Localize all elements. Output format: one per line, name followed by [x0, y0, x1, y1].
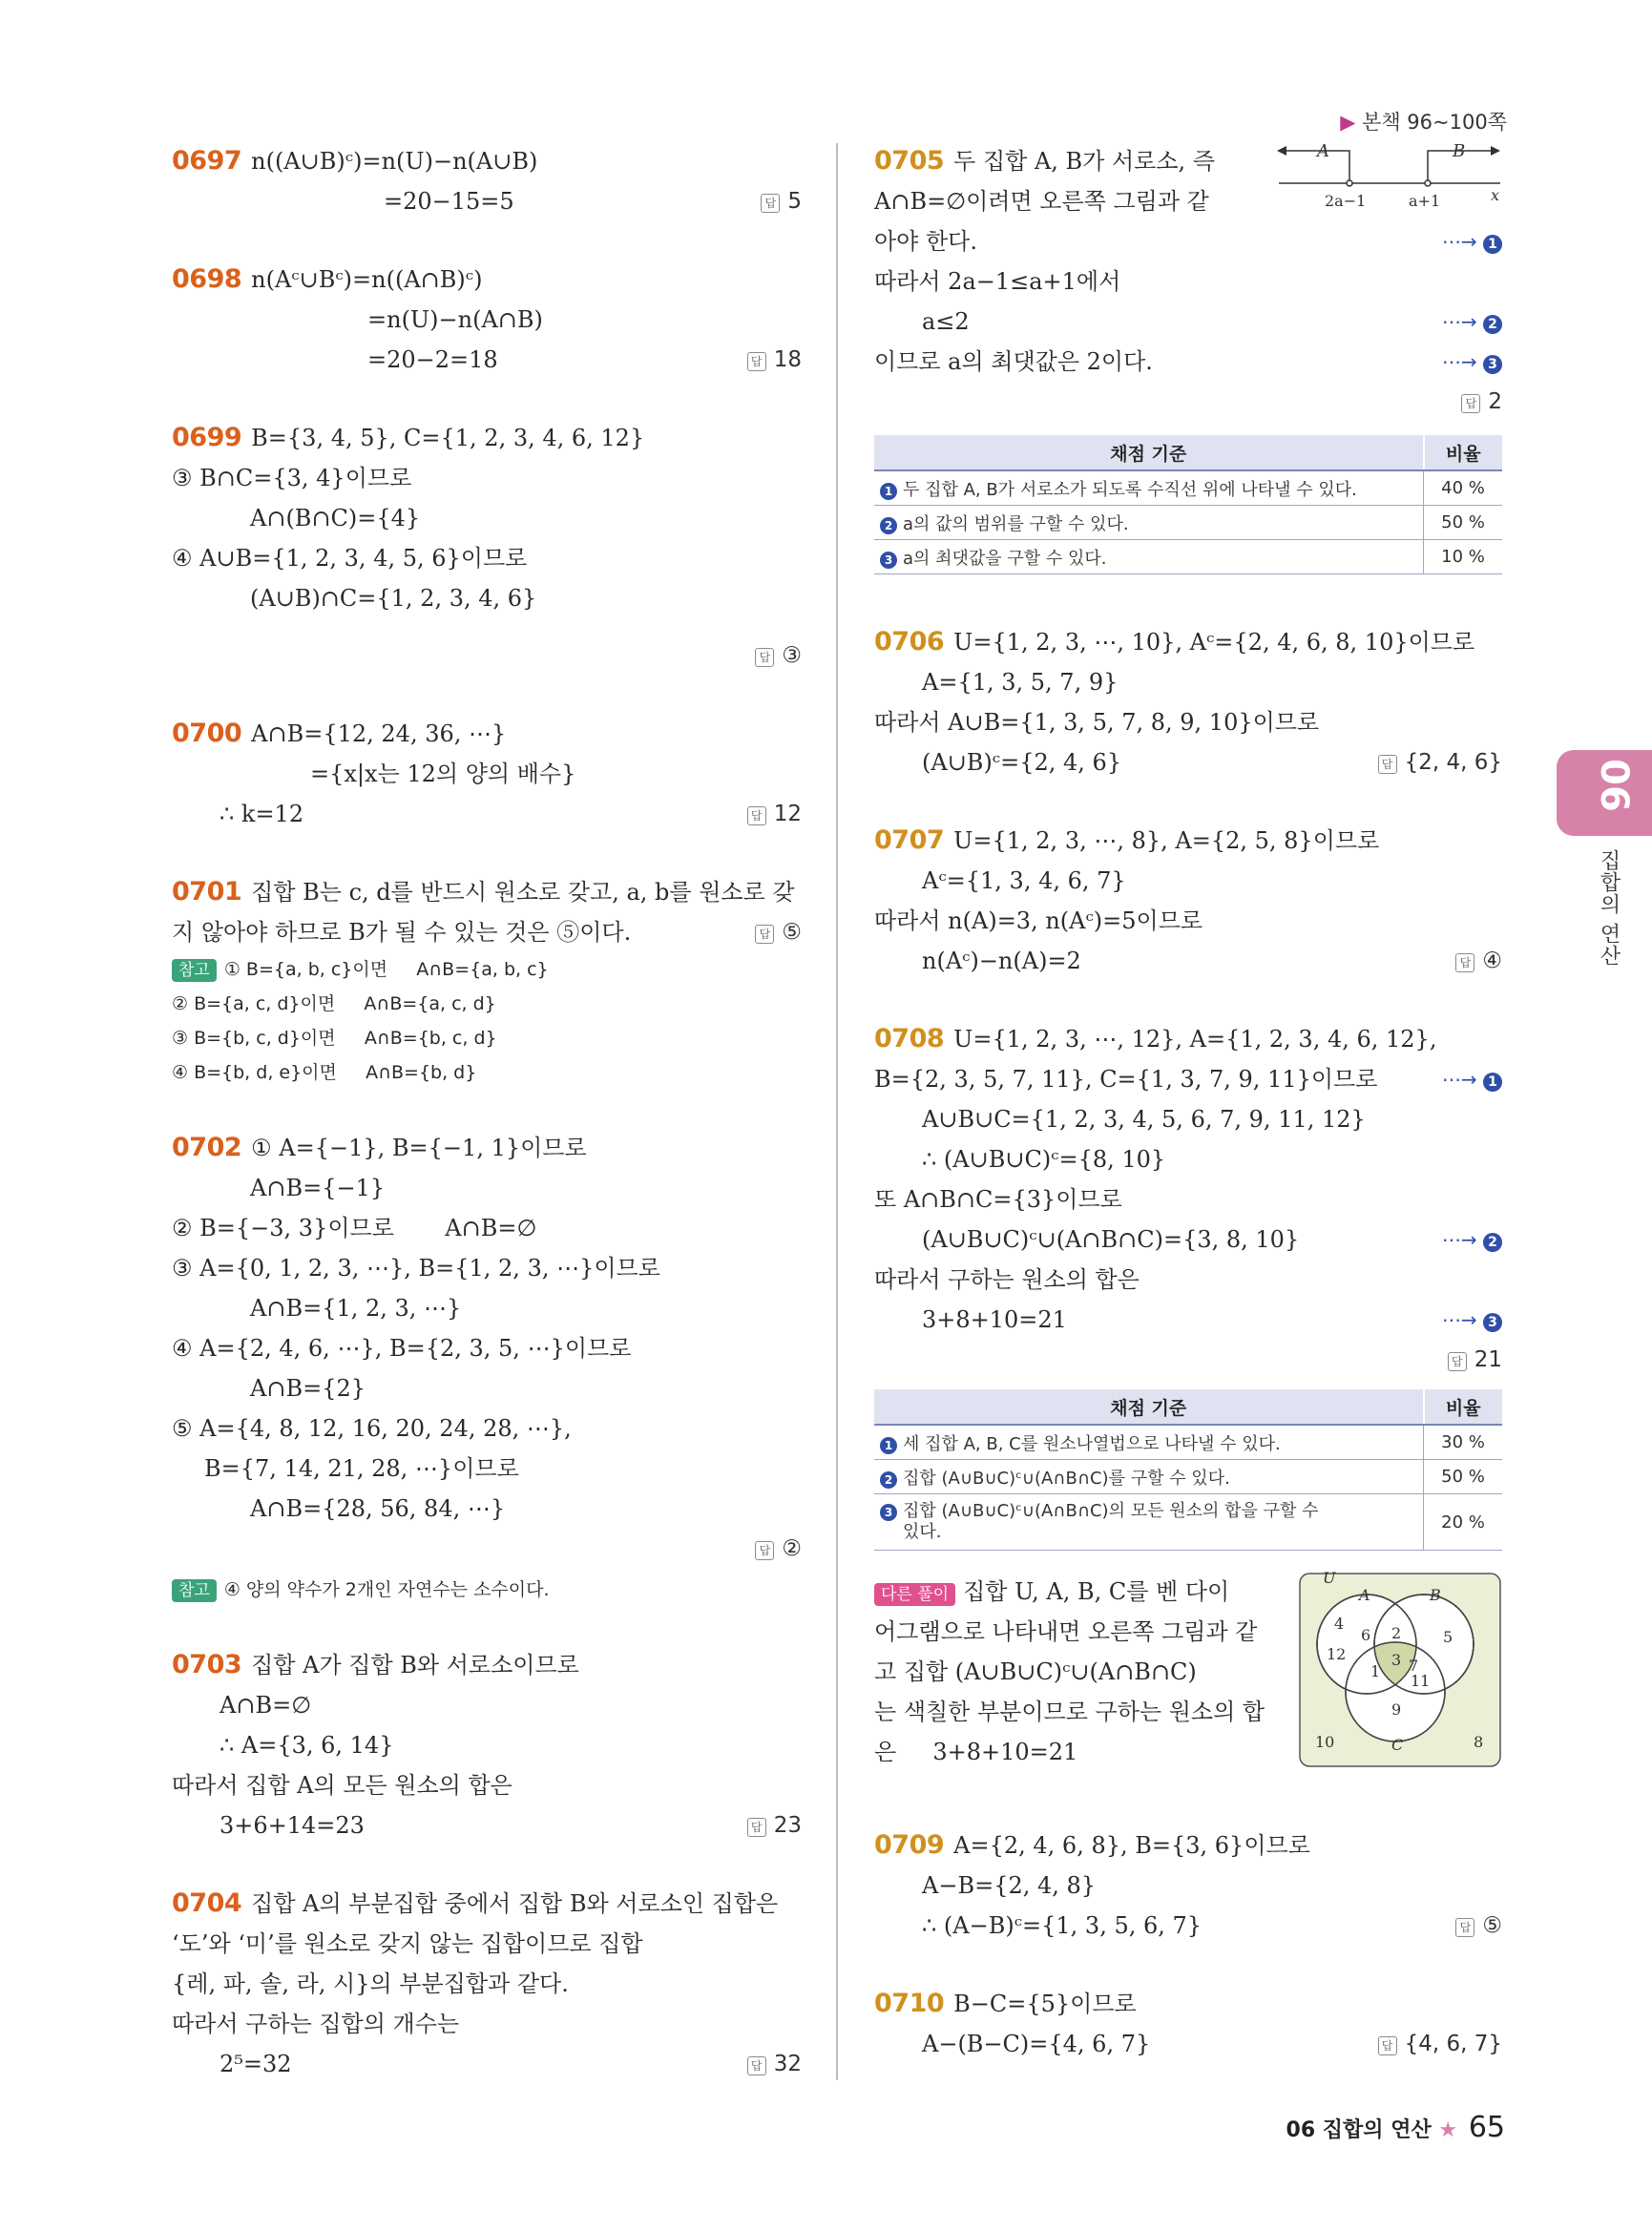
solution-line: B={2, 3, 5, 7, 11}, C={1, 3, 7, 9, 11}이므로	[874, 1066, 1378, 1093]
solution-line: B−C={5}이므로	[953, 1991, 1137, 2017]
answer-icon: 답	[1378, 755, 1397, 774]
solution-line: 은 3+8+10=21	[874, 1739, 1078, 1765]
note-line: ③ B={b, c, d}이면 A∩B={b, c, d}	[172, 1028, 497, 1049]
answer-icon: 답	[1455, 953, 1474, 972]
solution-line: (A∪B)ᶜ={2, 4, 6}	[922, 749, 1122, 776]
answer-icon: 답	[1378, 2036, 1397, 2055]
solution-line: ② B={−3, 3}이므로 A∩B=∅	[172, 1215, 537, 1241]
problem-0709	[874, 1825, 1502, 1946]
problem-0699	[172, 418, 802, 676]
answer: 답 {2, 4, 6}	[1378, 742, 1502, 782]
axis-label: x	[1491, 186, 1500, 204]
solution-line: ∴ k=12	[220, 801, 304, 827]
solution-line: 지 않아야 하므로 B가 될 수 있는 것은 ⑤이다.	[172, 919, 632, 946]
criteria-row: 2 a의 값의 범위를 구할 수 있다. 50 %	[874, 506, 1502, 540]
solution-line: ⑤ A={4, 8, 12, 16, 20, 24, 28, ⋯},	[172, 1415, 572, 1442]
solution-line: 아야 한다.	[874, 228, 977, 255]
step-marker: ⋯→ 3	[1442, 342, 1502, 382]
column-divider	[836, 143, 838, 2080]
set-b-label: B	[1453, 141, 1466, 161]
criteria-row: 2 집합 (A∪B∪C)ᶜ∪(A∩B∩C)를 구할 수 있다. 50 %	[874, 1460, 1502, 1494]
solution-line: 는 색칠한 부분이므로 구하는 원소의 합	[874, 1699, 1265, 1725]
solution-line: n(Aᶜ∪Bᶜ)=n((A∩B)ᶜ)	[251, 266, 483, 293]
page-reference	[1340, 107, 1507, 136]
problem-number: 0702	[172, 1133, 242, 1162]
solution-line: 따라서 2a−1≤a+1에서	[874, 268, 1121, 295]
note-line: ② B={a, c, d}이면 A∩B={a, c, d}	[172, 993, 496, 1014]
solution-line: 따라서 n(A)=3, n(Aᶜ)=5이므로	[874, 907, 1203, 934]
set-a-label: A	[1317, 141, 1329, 161]
problem-number: 0704	[172, 1888, 242, 1918]
criteria-row: 1 두 집합 A, B가 서로소가 되도록 수직선 위에 나타낼 수 있다. 40 %	[874, 470, 1502, 506]
solution-line: ③ B∩C={3, 4}이므로	[172, 465, 412, 491]
note-tag: 참고	[172, 1579, 217, 1602]
solution-line: 따라서 구하는 원소의 합은	[874, 1266, 1140, 1293]
reference-text: 본책 96~100쪽	[1362, 111, 1507, 134]
answer: 답 ②	[755, 1529, 802, 1569]
solution-line: ③ A={0, 1, 2, 3, ⋯}, B={1, 2, 3, ⋯}이므로	[172, 1255, 660, 1282]
problem-number: 0706	[874, 627, 945, 657]
solution-line: A∩B={−1}	[250, 1175, 386, 1201]
solution-line: 집합 A의 부분집합 중에서 집합 B와 서로소인 집합은	[251, 1890, 779, 1917]
problem-number: 0703	[172, 1650, 242, 1679]
solution-line: n((A∪B)ᶜ)=n(U)−n(A∪B)	[251, 148, 538, 175]
note-line: ④ 양의 약수가 2개인 자연수는 소수이다.	[223, 1579, 550, 1600]
solution-line: U={1, 2, 3, ⋯, 10}, Aᶜ={2, 4, 6, 8, 10}이므로	[953, 629, 1475, 656]
answer: 답 ③	[755, 636, 802, 676]
solution-line: {레, 파, 솔, 라, 시}의 부분집합과 같다.	[172, 1970, 569, 1997]
answer: 답 18	[747, 340, 802, 380]
solution-line: 또 A∩B∩C={3}이므로	[874, 1186, 1122, 1213]
venn-label-u: U	[1323, 1572, 1336, 1587]
venn-value: 5	[1443, 1628, 1453, 1646]
solution-line: 3+8+10=21	[922, 1306, 1067, 1333]
solution-line: (A∪B∪C)ᶜ∪(A∩B∩C)={3, 8, 10}	[922, 1226, 1300, 1253]
criteria-row: 1 세 집합 A, B, C를 원소나열법으로 나타낼 수 있다. 30 %	[874, 1425, 1502, 1460]
answer-icon: 답	[1448, 1352, 1467, 1371]
solution-line: 따라서 구하는 집합의 개수는	[172, 2011, 460, 2037]
answer-icon: 답	[755, 1541, 774, 1560]
criteria-header: 채점 기준	[874, 435, 1424, 470]
venn-value: 8	[1474, 1733, 1484, 1751]
solution-line: B={3, 4, 5}, C={1, 2, 3, 4, 6, 12}	[251, 425, 645, 451]
page-number: 65	[1468, 2111, 1505, 2144]
criteria-row: 3 a의 최댓값을 구할 수 있다. 10 %	[874, 540, 1502, 574]
solution-line: U={1, 2, 3, ⋯, 12}, A={1, 2, 3, 4, 6, 12},	[953, 1026, 1437, 1053]
solution-line: U={1, 2, 3, ⋯, 8}, A={2, 5, 8}이므로	[953, 827, 1380, 854]
solution-line: A∩B={2}	[250, 1375, 366, 1402]
solution-line: A={1, 3, 5, 7, 9}	[922, 669, 1119, 696]
problem-0708	[874, 1019, 1502, 1380]
ratio-header: 비율	[1424, 435, 1503, 470]
solution-line: ‘도’와 ‘미’를 원소로 갖지 않는 집합이므로 집합	[172, 1930, 643, 1957]
solution-line: A∩B={12, 24, 36, ⋯}	[251, 720, 507, 747]
step-marker: ⋯→ 3	[1442, 1300, 1502, 1340]
solution-line: (A∪B)∩C={1, 2, 3, 4, 6}	[250, 585, 537, 612]
problem-0710	[874, 1984, 1502, 2064]
problem-0701	[172, 872, 802, 1090]
venn-label-b: B	[1430, 1586, 1441, 1604]
grading-criteria-table	[874, 1389, 1502, 1551]
note-tag: 참고	[172, 959, 217, 982]
solution-line: =20−2=18	[367, 346, 498, 373]
answer: 답 ④	[1455, 941, 1502, 981]
solution-line: A−(B−C)={4, 6, 7}	[922, 2031, 1151, 2057]
answer: 답 5	[761, 181, 802, 221]
problem-number: 0699	[172, 423, 242, 452]
problem-0702	[172, 1128, 802, 1607]
solution-line: 따라서 A∪B={1, 3, 5, 7, 8, 9, 10}이므로	[874, 709, 1320, 736]
answer: 답 ⑤	[755, 912, 802, 952]
problem-number: 0705	[874, 146, 945, 176]
answer-icon: 답	[761, 194, 780, 213]
solution-line: 어그램으로 나타내면 오른쪽 그림과 같	[874, 1618, 1258, 1645]
ratio-header: 비율	[1424, 1389, 1503, 1425]
solution-line: 이므로 a의 최댓값은 2이다.	[874, 348, 1153, 375]
alt-solution-tag: 다른 풀이	[874, 1583, 955, 1606]
answer: 답 12	[747, 794, 802, 834]
venn-value: 11	[1411, 1672, 1431, 1690]
answer-icon: 답	[755, 925, 774, 944]
answer: 답 32	[747, 2044, 802, 2084]
problem-0704	[172, 1884, 802, 2084]
problem-0705	[874, 141, 1502, 422]
solution-line: ④ A∪B={1, 2, 3, 4, 5, 6}이므로	[172, 545, 528, 572]
solution-line: 고 집합 (A∪B∪C)ᶜ∪(A∩B∩C)	[874, 1658, 1197, 1685]
venn-value: 9	[1391, 1700, 1402, 1719]
venn-value: 10	[1315, 1733, 1335, 1751]
solution-line: A∪B∪C={1, 2, 3, 4, 5, 6, 7, 9, 11, 12}	[922, 1106, 1366, 1133]
venn-value: 1	[1370, 1662, 1381, 1680]
solution-line: 따라서 집합 A의 모든 원소의 합은	[172, 1772, 512, 1799]
solution-line: 두 집합 A, B가 서로소, 즉	[953, 148, 1215, 175]
answer-icon: 답	[755, 648, 774, 667]
tick-label: 2a−1	[1325, 192, 1367, 210]
reference-arrow-icon: ▶	[1340, 111, 1356, 134]
solution-line: 2⁵=32	[220, 2051, 292, 2077]
step-marker: ⋯→ 2	[1442, 302, 1502, 342]
venn-value: 4	[1334, 1615, 1345, 1633]
venn-label-c: C	[1391, 1736, 1404, 1754]
answer-icon: 답	[747, 352, 766, 371]
step-marker: ⋯→ 2	[1442, 1220, 1502, 1260]
note-line: ④ B={b, d, e}이면 A∩B={b, d}	[172, 1062, 477, 1083]
venn-label-a: A	[1359, 1586, 1370, 1604]
solution-line: A∩(B∩C)={4}	[250, 505, 421, 532]
problem-number: 0701	[172, 877, 242, 907]
solution-line: A={2, 4, 6, 8}, B={3, 6}이므로	[953, 1832, 1310, 1859]
star-icon: ★	[1438, 2118, 1458, 2142]
solution-line: 집합 A가 집합 B와 서로소이므로	[251, 1652, 579, 1678]
grading-criteria-table	[874, 435, 1502, 574]
solution-line: =20−15=5	[384, 188, 514, 215]
solution-line: A∩B={28, 56, 84, ⋯}	[250, 1495, 506, 1522]
chapter-side-label: 집합의 연산	[1597, 849, 1621, 967]
solution-line: 집합 U, A, B, C를 벤 다이	[963, 1578, 1230, 1605]
problem-number: 0700	[172, 719, 242, 748]
venn-value: 7	[1409, 1657, 1419, 1675]
solution-line: ④ A={2, 4, 6, ⋯}, B={2, 3, 5, ⋯}이므로	[172, 1335, 632, 1362]
right-column	[874, 141, 1502, 2102]
solution-line: =n(U)−n(A∩B)	[367, 306, 543, 333]
answer-icon: 답	[1461, 394, 1480, 413]
solution-line: ① A={−1}, B={−1, 1}이므로	[251, 1135, 587, 1161]
solution-line: A−B={2, 4, 8}	[922, 1872, 1097, 1899]
answer: 답 ⑤	[1455, 1906, 1502, 1946]
criteria-row: 3 집합 (A∪B∪C)ᶜ∪(A∩B∩C)의 모든 원소의 합을 구할 수 있다. 20 %	[874, 1494, 1502, 1551]
solution-line: a≤2	[922, 308, 970, 335]
answer-icon: 답	[1455, 1918, 1474, 1937]
problem-0706	[874, 622, 1502, 782]
problem-number: 0708	[874, 1024, 945, 1053]
footer-chapter: 06 집합의 연산	[1286, 2118, 1432, 2142]
note-line: ① B={a, b, c}이면 A∩B={a, b, c}	[223, 959, 549, 980]
tick-label: a+1	[1409, 192, 1441, 210]
problem-0700	[172, 714, 802, 834]
chapter-tab	[1557, 750, 1652, 836]
solution-line: A∩B=∅이려면 오른쪽 그림과 같	[874, 188, 1209, 215]
page-footer	[1286, 2111, 1505, 2144]
solution-line: ∴ (A−B)ᶜ={1, 3, 5, 6, 7}	[922, 1912, 1202, 1939]
venn-value: 3	[1391, 1651, 1402, 1669]
problem-number: 0709	[874, 1830, 945, 1860]
problem-0703	[172, 1645, 802, 1845]
solution-line: 3+6+14=23	[220, 1812, 365, 1839]
problem-number: 0707	[874, 825, 945, 855]
answer: 답 21	[1448, 1340, 1502, 1380]
solution-line: A∩B={1, 2, 3, ⋯}	[250, 1295, 462, 1322]
answer: 답 {4, 6, 7}	[1378, 2024, 1502, 2064]
solution-line: ∴ (A∪B∪C)ᶜ={8, 10}	[922, 1146, 1166, 1173]
problem-0698	[172, 260, 802, 380]
solution-line: Aᶜ={1, 3, 4, 6, 7}	[922, 867, 1126, 894]
solution-line: ={x|x는 12의 양의 배수}	[310, 761, 576, 787]
alternative-solution	[874, 1572, 1502, 1791]
problem-number: 0698	[172, 264, 242, 294]
venn-value: 6	[1361, 1626, 1371, 1644]
answer: 답 2	[1461, 382, 1502, 422]
problem-0697	[172, 141, 802, 221]
left-column	[172, 141, 802, 2122]
solution-line: n(Aᶜ)−n(A)=2	[922, 948, 1081, 974]
solution-line: 집합 B는 c, d를 반드시 원소로 갖고, a, b를 원소로 갖	[251, 879, 795, 906]
solution-line: A∩B=∅	[220, 1692, 312, 1719]
venn-value: 2	[1391, 1624, 1402, 1642]
answer-icon: 답	[747, 2056, 766, 2075]
solution-line: B={7, 14, 21, 28, ⋯}이므로	[204, 1455, 519, 1482]
answer-icon: 답	[747, 1818, 766, 1837]
venn-value: 12	[1327, 1645, 1347, 1663]
problem-0707	[874, 821, 1502, 981]
step-marker: ⋯→ 1	[1442, 221, 1502, 261]
answer: 답 23	[747, 1805, 802, 1845]
answer-icon: 답	[747, 806, 766, 825]
solution-line: ∴ A={3, 6, 14}	[220, 1732, 394, 1759]
problem-number: 0710	[874, 1989, 945, 2018]
problem-number: 0697	[172, 146, 242, 176]
criteria-header: 채점 기준	[874, 1389, 1424, 1425]
step-marker: ⋯→ 1	[1442, 1059, 1502, 1099]
chapter-number: 06	[1592, 759, 1636, 812]
